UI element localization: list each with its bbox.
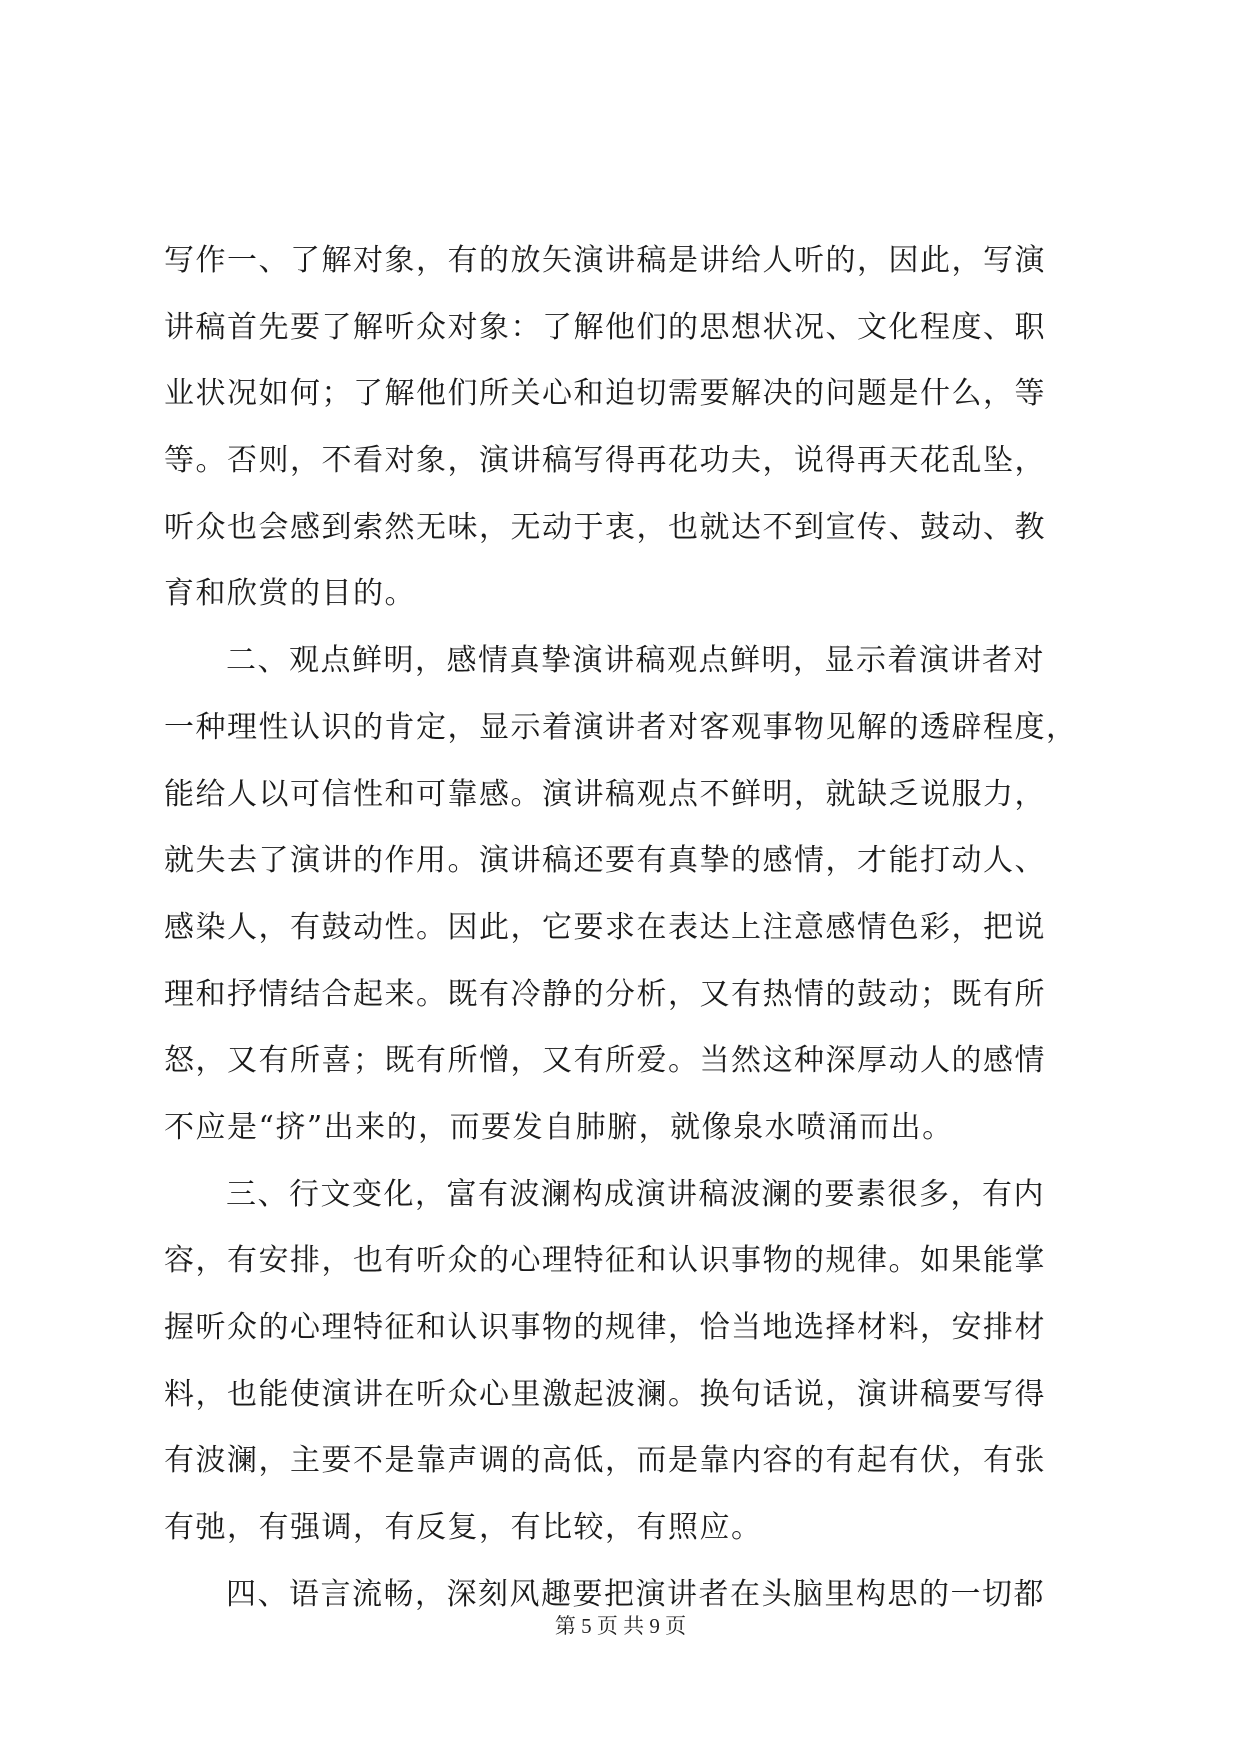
paragraph-start-line: 二、观点鲜明，感情真挚演讲稿观点鲜明，显示着演讲者对 xyxy=(226,643,1045,679)
text-line: 业状况如何；了解他们所关心和迫切需要解决的问题是什么，等 xyxy=(164,376,1046,412)
text-line: 理和抒情结合起来。既有冷静的分析，又有热情的鼓动；既有所 xyxy=(164,976,1046,1012)
text-line: 容，有安排，也有听众的心理特征和认识事物的规律。如果能掌 xyxy=(164,1243,1046,1279)
text-line: 感染人，有鼓动性。因此，它要求在表达上注意感情色彩，把说 xyxy=(164,909,1046,945)
page-number-footer: 第 5 页 共 9 页 xyxy=(554,1614,687,1638)
text-line: 一种理性认识的肯定，显示着演讲者对客观事物见解的透辟程度， xyxy=(164,709,1078,745)
text-line: 等。否则，不看对象，演讲稿写得再花功夫，说得再天花乱坠， xyxy=(164,443,1046,479)
text-line: 讲稿首先要了解听众对象：了解他们的思想状况、文化程度、职 xyxy=(164,309,1046,345)
text-line: 不应是“挤”出来的，而要发自肺腑，就像泉水喷涌而出。 xyxy=(164,1109,954,1145)
text-line: 听众也会感到索然无味，无动于衷，也就达不到宣传、鼓动、教 xyxy=(164,509,1046,545)
text-line: 有弛，有强调，有反复，有比较，有照应。 xyxy=(164,1510,763,1546)
text-line: 料，也能使演讲在听众心里激起波澜。换句话说，演讲稿要写得 xyxy=(164,1376,1046,1412)
text-line: 有波澜，主要不是靠声调的高低，而是靠内容的有起有伏，有张 xyxy=(164,1443,1046,1479)
paragraph-start-line: 四、语言流畅，深刻风趣要把演讲者在头脑里构思的一切都 xyxy=(226,1576,1045,1612)
document-body xyxy=(164,228,1079,1628)
text-line: 握听众的心理特征和认识事物的规律，恰当地选择材料，安排材 xyxy=(164,1310,1046,1345)
text-line: 就失去了演讲的作用。演讲稿还要有真挚的感情，才能打动人、 xyxy=(164,843,1046,879)
text-line: 写作一、了解对象，有的放矢演讲稿是讲给人听的，因此，写演 xyxy=(164,243,1046,278)
paragraph-start-line: 三、行文变化，富有波澜构成演讲稿波澜的要素很多，有内 xyxy=(226,1176,1045,1212)
text-line: 怒，又有所喜；既有所憎，又有所爱。当然这种深厚动人的感情 xyxy=(164,1043,1046,1079)
text-line: 育和欣赏的目的。 xyxy=(164,576,416,612)
text-line: 能给人以可信性和可靠感。演讲稿观点不鲜明，就缺乏说服力， xyxy=(164,776,1046,812)
